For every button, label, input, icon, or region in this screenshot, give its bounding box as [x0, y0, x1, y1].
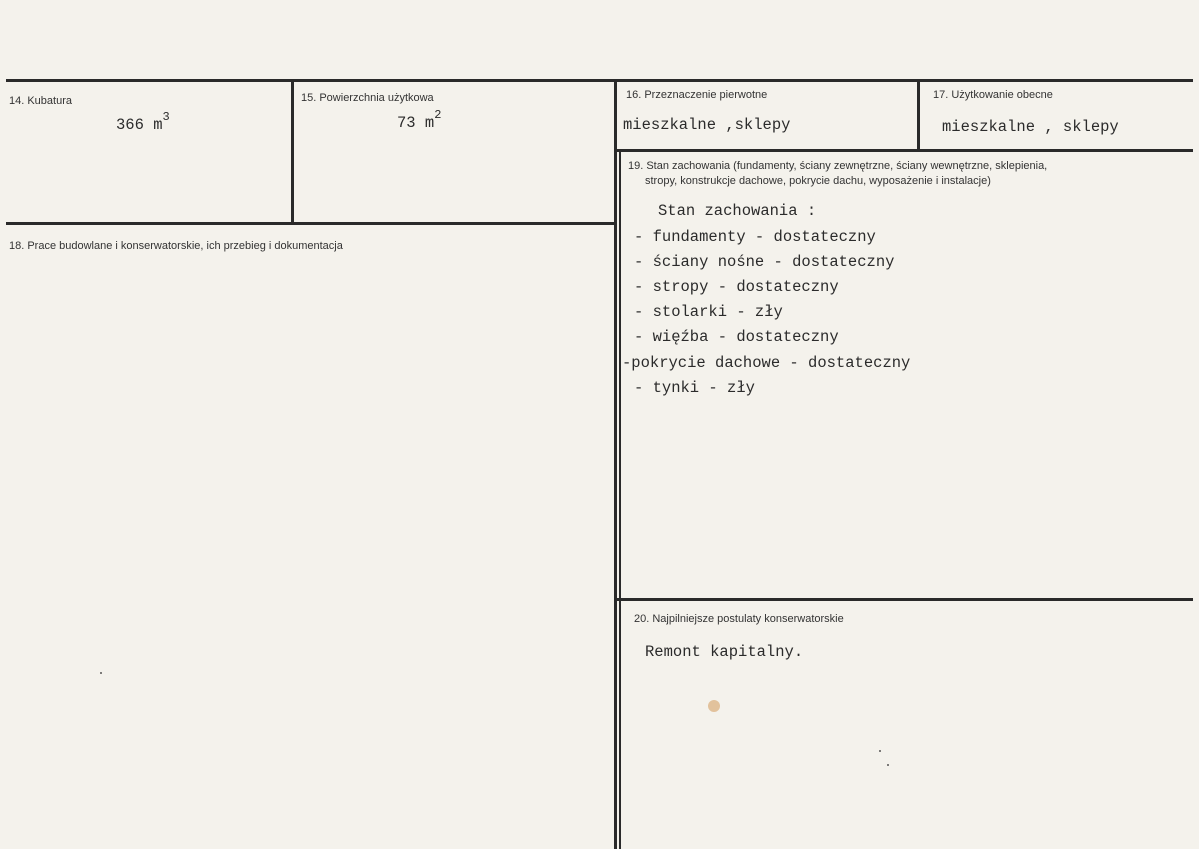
field-17-value: mieszkalne , sklepy	[942, 118, 1119, 136]
field-14-number: 366 m	[116, 116, 163, 134]
field-18-label: 18. Prace budowlane i konserwatorskie, ich przebieg i dokumentacja	[9, 240, 343, 252]
condition-item: - ściany nośne - dostateczny	[634, 253, 895, 271]
field-17-label: 17. Użytkowanie obecne	[933, 89, 1053, 101]
condition-item: - stolarki - zły	[634, 303, 783, 321]
paper-stain	[708, 700, 720, 712]
condition-item: - więźba - dostateczny	[634, 328, 839, 346]
field-19-label-line2: stropy, konstrukcje dachowe, pokrycie dachu, wyposażenie i instalacje)	[645, 175, 991, 187]
field-15-label: 15. Powierzchnia użytkowa	[301, 92, 434, 104]
rule-under-19	[616, 598, 1193, 601]
divider-14-15	[291, 80, 294, 224]
paper-speck	[887, 764, 889, 766]
field-19-label-line1: 19. Stan zachowania (fundamenty, ściany zewnętrzne, ściany wewnętrzne, sklepienia,	[628, 160, 1048, 172]
field-20-label: 20. Najpilniejsze postulaty konserwatorskie	[634, 613, 844, 625]
field-15-number: 73 m	[397, 114, 435, 132]
field-16-label: 16. Przeznaczenie pierwotne	[626, 89, 768, 101]
divider-19-20-left	[619, 150, 621, 849]
condition-item: -pokrycie dachowe - dostateczny	[622, 354, 911, 372]
condition-item: - stropy - dostateczny	[634, 278, 839, 296]
top-rule	[6, 79, 1193, 82]
paper-speck	[100, 672, 102, 674]
field-15-value	[397, 108, 442, 132]
condition-item: - fundamenty - dostateczny	[634, 228, 876, 246]
field-14-value	[116, 110, 170, 134]
field-14-label: 14. Kubatura	[9, 95, 72, 107]
rule-under-14-15	[6, 222, 616, 225]
field-20-value: Remont kapitalny.	[645, 643, 804, 661]
paper-speck	[879, 750, 881, 752]
field-16-value: mieszkalne ,sklepy	[623, 116, 791, 134]
condition-heading: Stan zachowania :	[658, 202, 817, 220]
field-14-exponent: 3	[162, 110, 170, 124]
field-15-exponent: 2	[434, 108, 442, 122]
divider-16-17	[917, 80, 920, 151]
divider-left-right	[614, 80, 617, 849]
rule-under-16-17	[616, 149, 1193, 152]
condition-item: - tynki - zły	[634, 379, 755, 397]
